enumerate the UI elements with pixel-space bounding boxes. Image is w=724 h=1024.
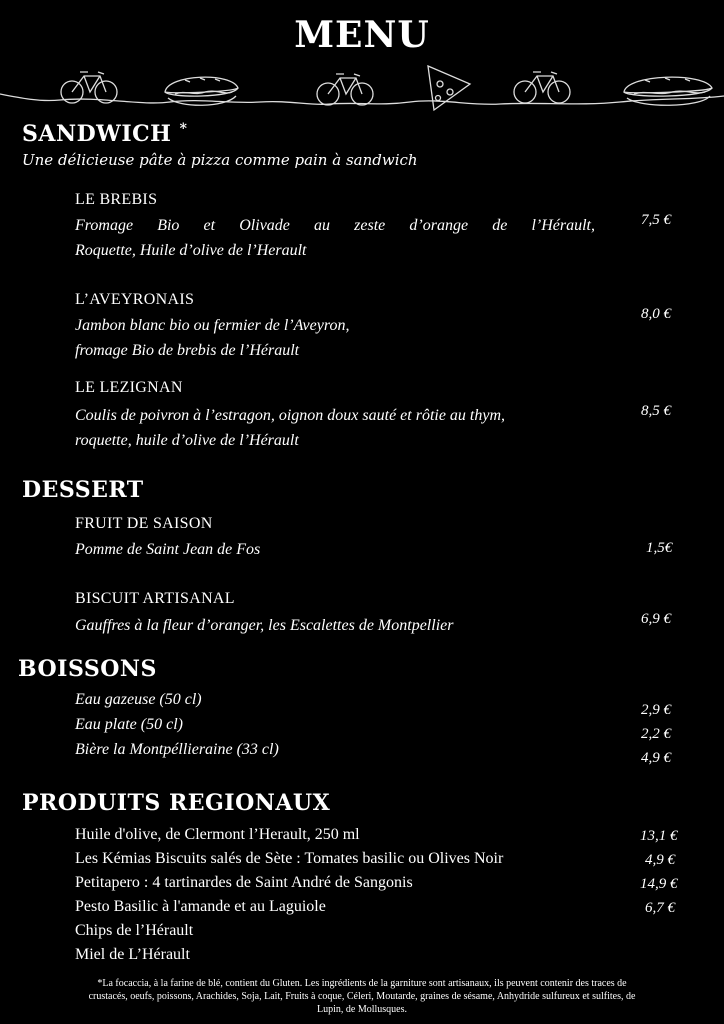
drink-price: 2,2 € bbox=[641, 726, 671, 742]
product-name: Les Kémias Biscuits salés de Sète : Tomates basilic ou Olives Noir bbox=[75, 850, 504, 867]
item-description: fromage Bio de brebis de l’Hérault bbox=[75, 342, 300, 359]
footnote-line: Lupin, de Mollusques. bbox=[317, 1004, 407, 1015]
product-name: Huile d'olive, de Clermont l’Herault, 250 ml bbox=[75, 826, 360, 843]
item-price: 1,5€ bbox=[646, 540, 673, 556]
section-heading-dessert: DESSERT bbox=[22, 477, 144, 503]
menu-title: MENU bbox=[294, 14, 430, 56]
item-description: Fromage Bio et Olivade au zeste d’orange de l’Hérault, bbox=[75, 217, 595, 234]
item-price: 8,5 € bbox=[641, 403, 671, 419]
drink-name: Bière la Montpéllieraine (33 cl) bbox=[75, 741, 279, 758]
bicycle-icon bbox=[61, 72, 117, 103]
section-heading-regionaux: PRODUITS REGIONAUX bbox=[22, 790, 331, 816]
item-description: Jambon blanc bio ou fermier de l’Aveyron, bbox=[75, 317, 350, 334]
item-name: LE BREBIS bbox=[75, 191, 158, 208]
product-name: Pesto Basilic à l'amande et au Laguiole bbox=[75, 898, 326, 915]
section-heading-sandwich bbox=[22, 121, 187, 147]
drink-price: 2,9 € bbox=[641, 702, 671, 718]
product-price: 14,9 € bbox=[640, 876, 678, 892]
item-description: Roquette, Huile d’olive de l’Herault bbox=[75, 242, 307, 259]
product-price: 4,9 € bbox=[645, 852, 675, 868]
product-name: Chips de l’Hérault bbox=[75, 922, 194, 939]
item-description: Gauffres à la fleur d’oranger, les Escalettes de Montpellier bbox=[75, 617, 454, 634]
item-description: Pomme de Saint Jean de Fos bbox=[75, 541, 261, 558]
section-heading-boissons: BOISSONS bbox=[18, 656, 157, 682]
footnote-line: *La focaccia, à la farine de blé, contient du Gluten. Les ingrédients de la garniture sont artisanaux, ils peuvent contenir des traces de bbox=[97, 978, 627, 989]
item-name: BISCUIT ARTISANAL bbox=[75, 590, 235, 607]
sandwich-asterisk: * bbox=[179, 121, 188, 137]
item-name: FRUIT DE SAISON bbox=[75, 515, 213, 532]
sandwich-subtitle: Une délicieuse pâte à pizza comme pain à sandwich bbox=[22, 151, 418, 169]
product-price: 6,7 € bbox=[645, 900, 675, 916]
item-price: 7,5 € bbox=[641, 212, 671, 228]
product-name: Miel de L’Hérault bbox=[75, 946, 190, 963]
item-price: 6,9 € bbox=[641, 611, 671, 627]
item-description: Coulis de poivron à l’estragon, oignon doux sauté et rôtie au thym, bbox=[75, 407, 506, 424]
allergen-footnote bbox=[10, 977, 714, 1016]
decorative-banner bbox=[0, 62, 724, 118]
item-price: 8,0 € bbox=[641, 306, 671, 322]
bicycle-icon bbox=[514, 72, 570, 103]
drink-name: Eau gazeuse (50 cl) bbox=[75, 691, 202, 708]
product-price: 13,1 € bbox=[640, 828, 678, 844]
footnote-line: crustacés, oeufs, poissons, Arachides, Soja, Lait, Fruits à coque, Céleri, Moutarde, graines de sésame, Anhydride sulfureux et sulfites, de bbox=[88, 991, 636, 1002]
item-name: L’AVEYRONAIS bbox=[75, 291, 195, 308]
sandwich-heading-text: SANDWICH bbox=[22, 121, 172, 147]
item-description: roquette, huile d’olive de l’Hérault bbox=[75, 432, 299, 449]
drink-price: 4,9 € bbox=[641, 750, 671, 766]
drink-name: Eau plate (50 cl) bbox=[75, 716, 183, 733]
bicycle-icon bbox=[317, 74, 373, 105]
product-name: Petitapero : 4 tartinardes de Saint André de Sangonis bbox=[75, 874, 413, 891]
item-name: LE LEZIGNAN bbox=[75, 379, 183, 396]
